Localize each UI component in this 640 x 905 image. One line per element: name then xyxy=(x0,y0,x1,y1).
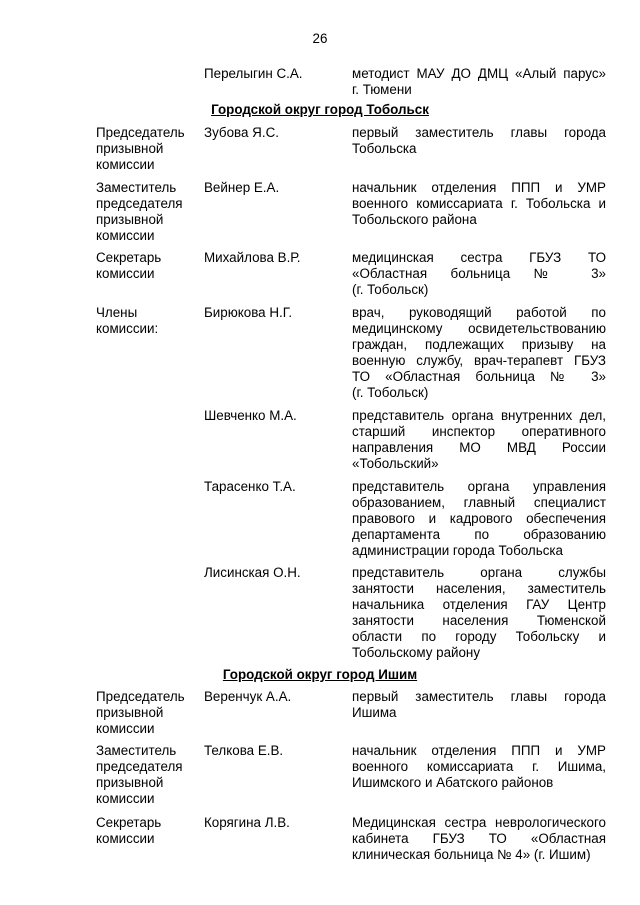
role-line: призывной xyxy=(96,775,164,790)
position-line: старший инспектор оперативного xyxy=(352,424,606,439)
position-line: кабинета ГБУЗ ТО «Областная xyxy=(352,831,606,846)
position-line: администрации города Тобольска xyxy=(352,543,563,558)
position-line: медицинская сестра ГБУЗ ТО xyxy=(352,250,606,265)
position-line: г. Тюмени xyxy=(352,82,412,97)
member-name: Бирюкова Н.Г. xyxy=(204,305,293,320)
member-position xyxy=(352,305,606,401)
role-line: комиссии xyxy=(96,266,155,281)
member-position xyxy=(352,66,606,98)
member-position xyxy=(352,689,606,721)
role-line: Заместитель xyxy=(96,180,177,195)
role-line: комиссии xyxy=(96,721,155,736)
role-line: комиссии xyxy=(96,831,155,846)
role-line: Секретарь xyxy=(96,250,162,265)
position-line: образованием, главный специалист xyxy=(352,495,606,510)
role-line: комиссии xyxy=(96,228,155,243)
position-line: Медицинская сестра неврологического xyxy=(352,815,606,830)
position-line: департамента по образованию xyxy=(352,527,606,542)
position-line: занятости населения, заместитель xyxy=(352,581,606,596)
position-line: военную службу, врач-терапевт ГБУЗ xyxy=(352,353,606,368)
position-line: начальник отделения ППП и УМР xyxy=(352,743,606,758)
member-position xyxy=(352,408,606,472)
member-name: Веренчук А.А. xyxy=(204,689,292,704)
role-line: председателя xyxy=(96,196,183,211)
member-role xyxy=(96,815,196,847)
member-name: Михайлова В.Р. xyxy=(204,250,301,265)
member-name: Тарасенко Т.А. xyxy=(204,479,296,494)
member-position xyxy=(352,125,606,157)
page-number: 26 xyxy=(312,31,328,46)
role-line: комиссии: xyxy=(96,321,159,336)
position-line: занятости населения Тюменской xyxy=(352,613,606,628)
role-line: комиссии xyxy=(96,791,155,806)
member-position xyxy=(352,565,606,661)
position-line: врач, руководящий работой по xyxy=(352,305,606,320)
position-line: Тобольска xyxy=(352,141,417,156)
role-line: Секретарь xyxy=(96,815,162,830)
member-role xyxy=(96,305,196,337)
role-line: призывной xyxy=(96,141,164,156)
position-line: военного комиссариата г. Ишима, xyxy=(352,759,606,774)
position-line: Тобольскому району xyxy=(352,645,481,660)
member-name: Телкова Е.В. xyxy=(204,743,284,758)
member-position xyxy=(352,479,606,559)
member-name: Зубова Я.С. xyxy=(204,125,279,140)
member-role xyxy=(96,125,196,173)
member-position xyxy=(352,815,606,863)
role-line: Председатель xyxy=(96,689,185,704)
position-line: «Тобольский» xyxy=(352,456,439,471)
position-line: методист МАУ ДО ДМЦ «Алый парус» xyxy=(352,66,606,81)
role-line: призывной xyxy=(96,705,164,720)
position-line: начальник отделения ППП и УМР xyxy=(352,180,606,195)
position-line: первый заместитель главы города xyxy=(352,125,606,140)
position-line: представитель органа внутренних дел, xyxy=(352,408,606,423)
position-line: (г. Тобольск) xyxy=(352,282,429,297)
section-title: Городской округ город Ишим xyxy=(222,667,418,682)
role-line: комиссии xyxy=(96,157,155,172)
position-line: представитель органа службы xyxy=(352,565,606,580)
position-line: (г. Тобольск) xyxy=(352,385,429,400)
member-role xyxy=(96,689,196,737)
member-name: Вейнер Е.А. xyxy=(204,180,280,195)
position-line: правового и кадрового обеспечения xyxy=(352,511,606,526)
position-line: «Областная больница № 3» xyxy=(352,266,606,281)
position-line: военного комиссариата г. Тобольска и xyxy=(352,196,606,211)
position-line: представитель органа управления xyxy=(352,479,606,494)
role-line: председателя xyxy=(96,759,183,774)
position-line: направления МО МВД России xyxy=(352,440,606,455)
role-line: Председатель xyxy=(96,125,185,140)
position-line: Ишима xyxy=(352,705,397,720)
section-title: Городской округ город Тобольск xyxy=(211,102,429,117)
position-line: области по городу Тобольску и xyxy=(352,629,606,644)
member-name: Шевченко М.А. xyxy=(204,408,297,423)
member-position xyxy=(352,250,606,298)
member-position xyxy=(352,743,606,791)
position-line: медицинскому освидетельствованию xyxy=(352,321,606,336)
member-role xyxy=(96,180,196,244)
member-name: Лисинская О.Н. xyxy=(204,565,301,580)
position-line: первый заместитель главы города xyxy=(352,689,606,704)
position-line: Тобольского района xyxy=(352,212,477,227)
position-line: ТО «Областная больница № 3» xyxy=(352,369,606,384)
role-line: Заместитель xyxy=(96,743,177,758)
position-line: клиническая больница № 4» (г. Ишим) xyxy=(352,847,591,862)
member-name: Перелыгин С.А. xyxy=(204,66,303,81)
member-role xyxy=(96,250,196,282)
position-line: Ишимского и Абатского районов xyxy=(352,775,554,790)
member-name: Корягина Л.В. xyxy=(204,815,290,830)
position-line: граждан, подлежащих призыву на xyxy=(352,337,606,352)
role-line: Члены xyxy=(96,305,138,320)
member-position xyxy=(352,180,606,228)
role-line: призывной xyxy=(96,212,164,227)
position-line: начальника отделения ГАУ Центр xyxy=(352,597,606,612)
member-role xyxy=(96,743,196,807)
